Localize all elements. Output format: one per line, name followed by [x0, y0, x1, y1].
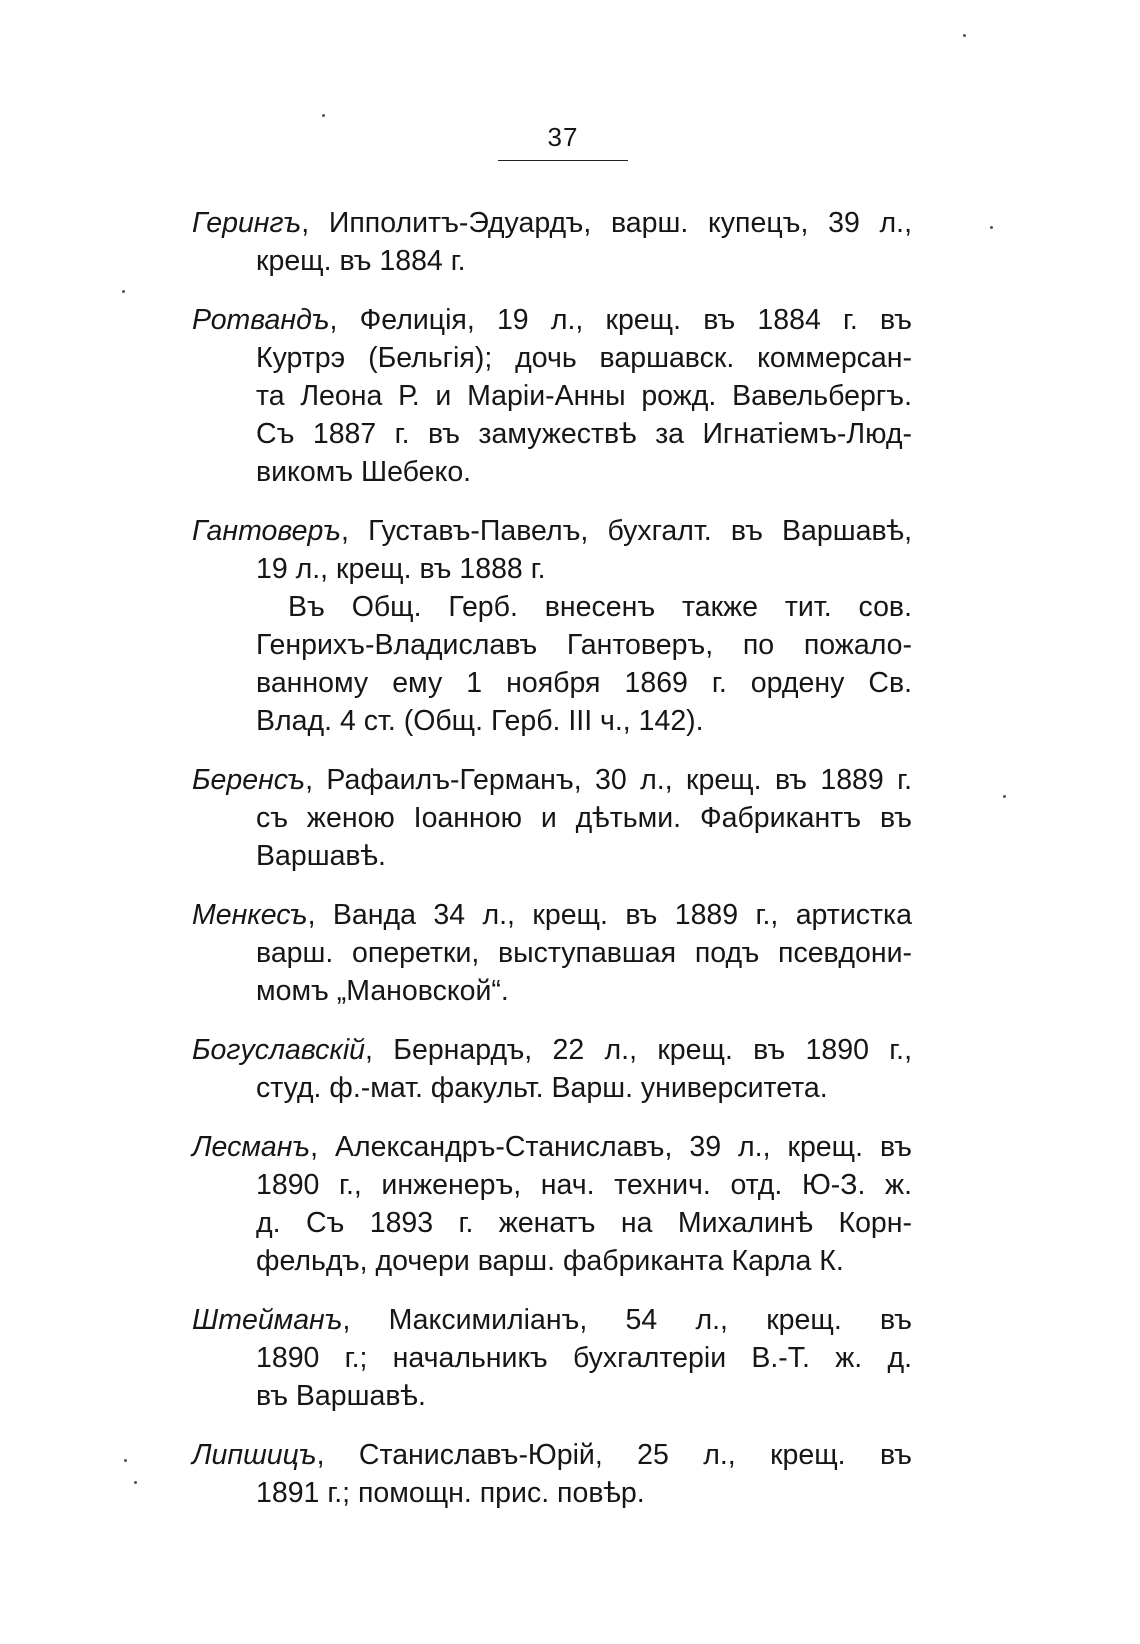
entry-text-line: , Густавъ-Павелъ, бухгалт. въ Варшавѣ, — [341, 515, 912, 547]
scan-speck — [1003, 795, 1006, 798]
entry-note-line: Генрихъ-Владиславъ Гантоверъ, по пожало- — [256, 629, 912, 661]
page-number-rule — [498, 160, 628, 161]
entry-boguslavsky — [192, 1031, 912, 1107]
entry-text-line: 19 л., крещ. въ 1888 г. — [256, 553, 546, 585]
entry-text-line: Варшавѣ. — [256, 840, 386, 872]
entry-text-line: , Фелиція, 19 л., крещ. въ 1884 г. въ — [329, 304, 912, 336]
entry-note-line: Въ Общ. Герб. внесенъ также тит. сов. — [288, 591, 912, 623]
entry-text-line: 1890 г.; начальникъ бухгалтеріи В.-Т. ж. д. — [256, 1342, 912, 1374]
entry-name: Штейманъ — [192, 1304, 343, 1336]
entry-text-line: , Ванда 34 л., крещ. въ 1889 г., артистка — [307, 899, 912, 931]
entry-name: Лесманъ — [192, 1131, 311, 1163]
entry-text-line: 1890 г., инженеръ, нач. технич. отд. Ю-З. ж. — [256, 1169, 912, 1201]
entry-text-line: , Бернардъ, 22 л., крещ. въ 1890 г., — [365, 1034, 912, 1066]
entry-name: Гантоверъ — [192, 515, 342, 547]
scan-speck — [122, 290, 125, 293]
scan-speck — [134, 1481, 137, 1484]
entry-note-line: ванному ему 1 ноября 1869 г. ордену Св. — [256, 667, 912, 699]
scan-speck — [963, 34, 966, 37]
entry-text-line: , Рафаилъ-Германъ, 30 л., крещ. въ 1889 г. — [305, 764, 912, 796]
scan-speck — [124, 1459, 127, 1462]
entry-text-line: Куртрэ (Бельгія); дочь варшавск. коммерсан- — [256, 342, 912, 374]
entry-text-line: варш. оперетки, выступавшая подъ псевдони- — [256, 937, 912, 969]
entry-gering — [192, 204, 912, 280]
entry-text-line: крещ. въ 1884 г. — [256, 245, 466, 277]
entry-text-line: студ. ф.-мат. факульт. Варш. университета. — [256, 1072, 828, 1104]
page-number: 37 — [547, 122, 579, 152]
entry-text-line: момъ „Мановской“. — [256, 975, 509, 1007]
entry-name: Богуславскій — [192, 1034, 366, 1066]
entry-menkes — [192, 896, 912, 1010]
scan-speck — [322, 114, 325, 117]
entry-text-line: , Александръ-Станиславъ, 39 л., крещ. въ — [310, 1131, 912, 1163]
entry-text-line: , Ипполитъ-Эдуардъ, варш. купецъ, 39 л., — [301, 207, 912, 239]
entry-text-line: , Максимиліанъ, 54 л., крещ. въ — [342, 1304, 912, 1336]
entry-text-line: , Станиславъ-Юрій, 25 л., крещ. въ — [316, 1439, 912, 1471]
entry-text-line: д. Съ 1893 г. женатъ на Михалинѣ Корн- — [256, 1207, 912, 1239]
entry-name: Ротвандъ — [192, 304, 330, 336]
entry-name: Герингъ — [192, 207, 302, 239]
entry-berens — [192, 761, 912, 875]
entry-text-line: та Леона Р. и Маріи-Анны рожд. Вавельбергъ. — [256, 380, 912, 412]
entry-note-line: Влад. 4 ст. (Общ. Герб. III ч., 142). — [256, 705, 704, 737]
entry-rotvand — [192, 301, 912, 491]
entry-text-line: Съ 1887 г. въ замужествѣ за Игнатіемъ-Люд- — [256, 418, 912, 450]
entry-text-line: съ женою Іоанною и дѣтьми. Фабрикантъ въ — [256, 802, 912, 834]
entry-shteiman — [192, 1301, 912, 1415]
entry-text-line: 1891 г.; помощн. прис. повѣр. — [256, 1477, 645, 1509]
scan-speck — [990, 226, 993, 229]
entry-name: Беренсъ — [192, 764, 306, 796]
entry-gantover — [192, 512, 912, 740]
entry-name: Менкесъ — [192, 899, 308, 931]
entry-text-line: въ Варшавѣ. — [256, 1380, 426, 1412]
entry-text-line: фельдъ, дочери варш. фабриканта Карла К. — [256, 1245, 844, 1277]
entry-lipshits — [192, 1436, 912, 1512]
entry-text-line: викомъ Шебеко. — [256, 456, 472, 488]
entry-list — [192, 204, 912, 1533]
entry-lesman — [192, 1128, 912, 1280]
entry-name: Липшицъ — [192, 1439, 317, 1471]
